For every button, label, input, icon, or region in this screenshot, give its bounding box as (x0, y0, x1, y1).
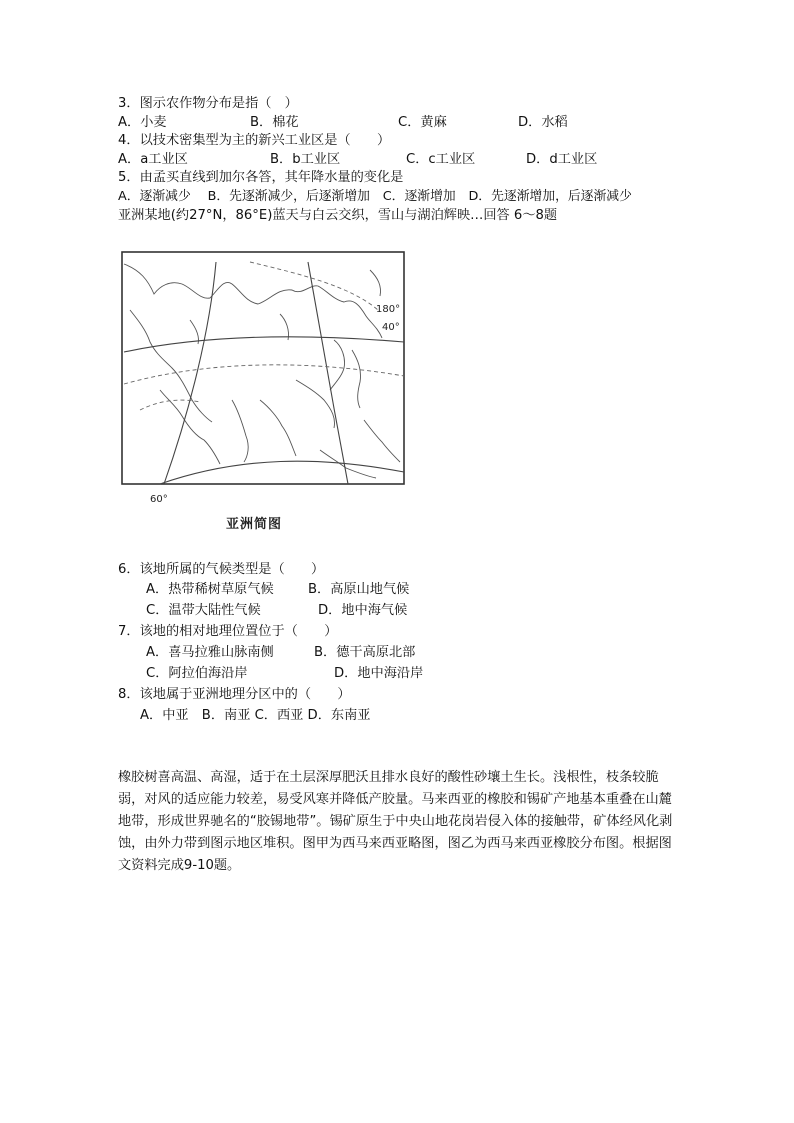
label-60: 60° (150, 494, 168, 505)
asia-map (120, 250, 408, 536)
q7-stem: 7．该地的相对地理位置位于（ ） (118, 624, 338, 639)
q3-stem: 3．图示农作物分布是指（ ） (118, 96, 298, 111)
q6-stem: 6．该地所属的气候类型是（ ） (118, 562, 325, 577)
q4-option-c: C．c工业区 (406, 152, 476, 167)
q7-option-c: C．阿拉伯海沿岸 (146, 666, 248, 681)
label-40: 40° (382, 322, 400, 333)
q4-stem: 4．以技术密集型为主的新兴工业区是（ ） (118, 133, 391, 148)
q7-option-d: D．地中海沿岸 (334, 666, 424, 681)
q7-option-a: A．喜马拉雅山脉南侧 (146, 645, 274, 660)
q6-option-a: A．热带稀树草原气候 (146, 582, 274, 597)
q3-option-b: B．棉花 (250, 115, 299, 130)
intro-6-8: 亚洲某地(约27°N，86°E)蓝天与白云交织，雪山与湖泊辉映…回答 6～8题 (118, 208, 558, 223)
q4-option-b: B．b工业区 (270, 152, 341, 167)
q5-stem: 5．由孟买直线到加尔各答，其年降水量的变化是 (118, 170, 404, 185)
q4-option-a: A．a工业区 (118, 152, 188, 167)
q3-option-d: D．水稻 (518, 115, 568, 130)
q3-option-c: C．黄麻 (398, 115, 447, 130)
q6-option-c: C．温带大陆性气候 (146, 603, 261, 618)
q6-option-b: B．高原山地气候 (308, 582, 410, 597)
map-frame (122, 252, 404, 484)
q5-options: A．逐渐减少 B．先逐渐减少，后逐渐增加 C．逐渐增加 D．先逐渐增加，后逐渐减少 (118, 189, 632, 204)
q6-option-d: D．地中海气候 (318, 603, 408, 618)
q7-option-b: B．德干高原北部 (314, 645, 416, 660)
q8-stem: 8．该地属于亚洲地理分区中的（ ） (118, 687, 351, 702)
rubber-paragraph: 橡胶树喜高温、高湿，适于在土层深厚肥沃且排水良好的酸性砂壤土生长。浅根性，枝条较脆弱，对风的适应能力较差，易受风寒并降低产胶量。马来西亚的橡胶和锡矿产地基本重叠在山麓地带，形成世界驰名的“胶锡地带”。锡矿原生于中央山地花岗岩侵入体的接触带，矿体经风化剥蚀，由外力带到图示地区堆积。图甲为西马来西亚略图，图乙为西马来西亚橡胶分布图。根据图文资料完成9-10题。 (118, 770, 673, 873)
q4-option-d: D．d工业区 (526, 152, 598, 167)
q3-option-a: A．小麦 (118, 115, 167, 130)
map-caption: 亚洲简图 (226, 517, 283, 532)
label-180: 180° (376, 304, 401, 315)
q8-options: A．中亚 B．南亚 C．西亚 D．东南亚 (140, 708, 371, 723)
